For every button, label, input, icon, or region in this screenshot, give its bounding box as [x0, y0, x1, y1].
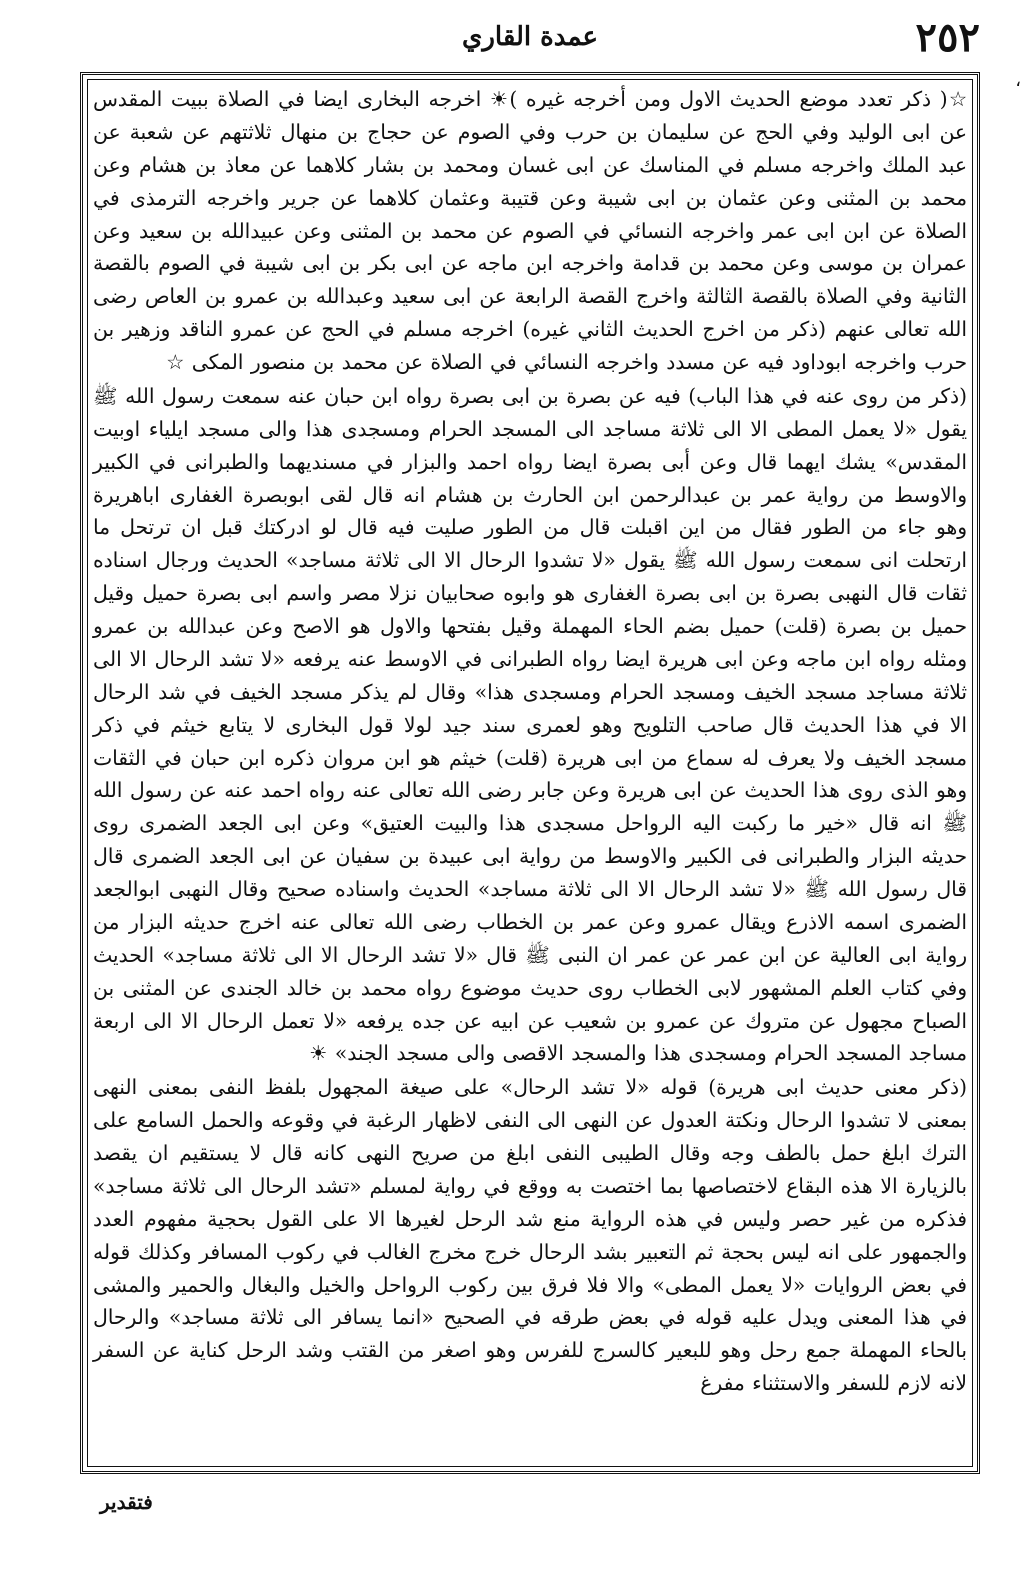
page-number: ٢٥٢: [915, 14, 980, 61]
running-title: عمدة القاري: [462, 22, 598, 52]
paragraph-takhrij: ☆( ذكر تعدد موضع الحديث الاول ومن أخرجه غيره )☀ اخرجه البخارى ايضا في الصلاة ببيت المقدس عن ابى الوليد وفي الحج عن سليمان بن حرب وفي الصوم عن حجاج بن منهال ثلاثتهم عن شعبة عن عبد الملك واخرجه مسلم في المناسك عن ابى غسان ومحمد بن بشار كلاهما عن معاذ بن هشام وعن محمد بن المثنى وعن عثمان بن ابى شيبة وعن قتيبة وعثمان كلاهما عن جرير واخرجه الترمذى في الصلاة عن ابن ابى عمر واخرجه النسائي في الصوم عن محمد بن المثنى وعن عبيدالله بن سعيد وعن عمران بن موسى وعن محمد بن قدامة واخرجه ابن ماجه عن ابى بكر بن ابى شيبة في الصوم بالقصة الثانية وفي الصلاة بالقصة الثالثة واخرج القصة الرابعة عن ابى سعيد وعبدالله بن عمرو بن العاص رضى الله تعالى عنهم (ذكر من اخرج الحديث الثاني غيره) اخرجه مسلم في الحج عن عمرو الناقد وزهير بن حرب واخرجه ابوداود فيه عن مسدد واخرجه النسائي في الصلاة عن محمد بن منصور المكى ☆: [93, 87, 967, 374]
catchword: فتقدير: [100, 1490, 153, 1514]
page-header: [80, 12, 980, 72]
text-frame: [80, 72, 980, 1474]
margin-mark: ،: [1015, 70, 1021, 91]
main-text: [93, 83, 967, 1400]
paragraph-meaning: (ذكر معنى حديث ابى هريرة) قوله «لا تشد الرحال» على صيغة المجهول بلفظ النفى بمعنى النهى بمعنى لا تشدوا الرحال ونكتة العدول عن النهى الى النفى لاظهار الرغبة في وقوعه والحمل السامع على الترك ابلغ حمل بالطف وجه وقال الطيبى النفى ابلغ من صريح النهى كانه قال لا يستقيم ان يقصد بالزيارة الا هذه البقاع لاختصاصها بما اختصت به ووقع في رواية لمسلم «تشد الرحال الى ثلاثة مساجد» فذكره من غير حصر وليس في هذه الرواية منع شد الرحل لغيرها الا على القول بحجية مفهوم العدد والجمهور على انه ليس بحجة ثم التعبير بشد الرحال خرج مخرج الغالب في ركوب المسافر وكذلك قوله في بعض الروايات «لا يعمل المطى» والا فلا فرق بين ركوب الرواحل والخيل والبغال والحمير والمشى في هذا المعنى ويدل عليه قوله في بعض طرقه في الصحيح «انما يسافر الى ثلاثة مساجد» والرحال بالحاء المهملة جمع رحل وهو للبعير كالسرج للفرس وهو اصغر من القتب وشد الرحل كناية عن السفر لانه لازم للسفر والاستثناء مفرغ: [93, 1075, 967, 1396]
paragraph-narrators: (ذكر من روى عنه في هذا الباب) فيه عن بصرة بن ابى بصرة رواه ابن حبان عنه سمعت رسول الله ﷺ يقول «لا يعمل المطى الا الى ثلاثة مساجد الى المسجد الحرام ومسجدى هذا والى مسجد ايلياء اوبيت المقدس» يشك ايهما قال وعن أبى بصرة ايضا رواه احمد والبزار في مسنديهما والطبرانى في الكبير والاوسط من رواية عمر بن عبدالرحمن ابن الحارث بن هشام انه قال لقى ابوبصرة الغفارى اباهريرة وهو جاء من الطور فقال من اين اقبلت قال من الطور صليت فيه قال لو ادركتك قبل ان ترتحل ما ارتحلت انى سمعت رسول الله ﷺ يقول «لا تشدوا الرحال الا الى ثلاثة مساجد» الحديث ورجال اسناده ثقات قال النهبى بصرة بن ابى بصرة الغفارى هو وابوه صحابيان نزلا مصر واسم ابى بصرة حميل وقيل حميل بن بصرة (قلت) حميل بضم الحاء المهملة وقيل بفتحها والاول هو الاصح وعن عبدالله بن عمرو ومثله رواه ابن ماجه وعن ابى هريرة ايضا رواه الطبرانى في الاوسط عنه يرفعه «لا تشد الرحال الا الى ثلاثة مساجد مسجد الخيف ومسجد الحرام ومسجدى هذا» وقال لم يذكر مسجد الخيف في شد الرحال الا في هذا الحديث قال صاحب التلويح وهو لعمرى سند جيد لولا قول البخارى لا يتابع خيثم في ذكر مسجد الخيف ولا يعرف له سماع من ابى هريرة (قلت) خيثم هو ابن مروان ذكره ابن حبان في الثقات وهو الذى روى هذا الحديث عن ابى هريرة وعن جابر رضى الله تعالى عنه رواه احمد عنه عن رسول الله ﷺ انه قال «خير ما ركبت اليه الرواحل مسجدى هذا والبيت العتيق» وعن ابى الجعد الضمرى روى حديثه البزار والطبرانى فى الكبير والاوسط من رواية ابى عبيدة بن سفيان عن ابى الجعد الضمرى قال قال رسول الله ﷺ «لا تشد الرحال الا الى ثلاثة مساجد» الحديث واسناده صحيح وقال النهبى ابوالجعد الضمرى اسمه الاذرع ويقال عمرو وعن عمر بن الخطاب رضى الله تعالى عنه اخرج حديثه البزار من رواية ابى العالية عن ابن عمر عن عمر ان النبى ﷺ قال «لا تشد الرحال الا الى ثلاثة مساجد» الحديث وفي كتاب العلم المشهور لابى الخطاب روى حديث موضوع رواه محمد بن خالد الجندى عن المثنى بن الصباح مجهول عن متروك عن عمرو بن شعيب عن ابيه عن جده يرفعه «لا تعمل الرحال الا الى اربعة مساجد المسجد الحرام ومسجدى هذا والمسجد الاقصى والى مسجد الجند» ☀: [93, 383, 967, 1066]
